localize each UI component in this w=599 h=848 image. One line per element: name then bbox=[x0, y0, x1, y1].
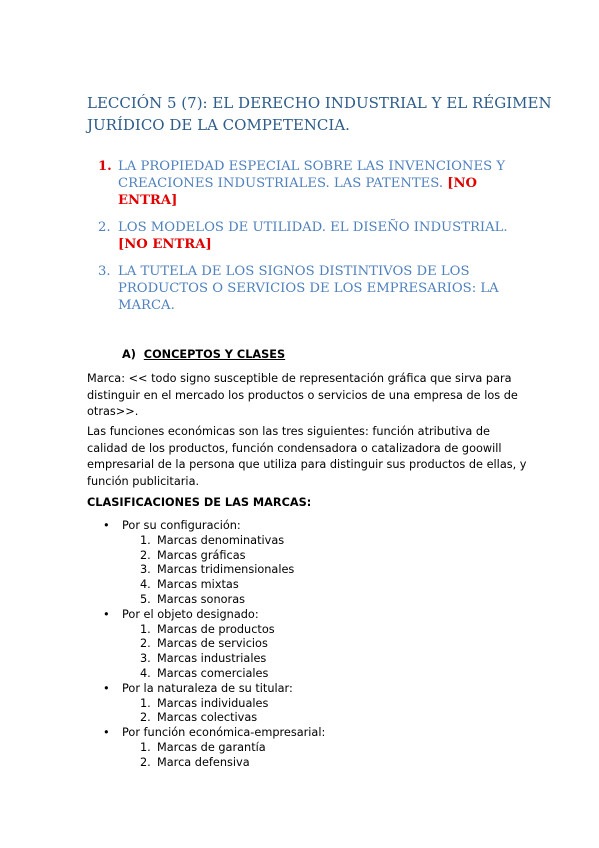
list-item: 3. Marcas tridimensionales bbox=[140, 563, 295, 577]
lesson-title: LECCIÓN 5 (7): EL DERECHO INDUSTRIAL Y EL RÉGIMEN JURÍDICO DE LA COMPETENCIA. bbox=[87, 94, 552, 134]
list-item: 2. Marcas de servicios bbox=[140, 637, 268, 651]
list-item: 2. Marcas gráficas bbox=[140, 548, 246, 562]
list-item: 1. Marcas de productos bbox=[140, 622, 275, 636]
section-a-label: A) bbox=[122, 348, 136, 361]
list-item: 1. Marcas denominativas bbox=[140, 533, 285, 547]
group-title bbox=[87, 519, 527, 534]
bullet: • bbox=[103, 681, 110, 695]
list-item: 5. Marcas sonoras bbox=[140, 592, 245, 606]
list-item: 1. Marcas de garantía bbox=[140, 740, 266, 754]
classification-group bbox=[87, 682, 527, 726]
classification-group bbox=[87, 726, 527, 770]
group-items bbox=[87, 741, 527, 771]
topic-number: 2. bbox=[98, 220, 111, 235]
topic-tag: [NO ENTRA] bbox=[118, 176, 478, 208]
section-a-heading bbox=[122, 347, 285, 363]
group-items bbox=[87, 697, 527, 727]
group-title-text: Por su configuración: bbox=[122, 519, 241, 532]
list-item: 1. Marcas individuales bbox=[140, 696, 269, 710]
topic-item bbox=[87, 263, 527, 314]
list-item: 2. Marca defensiva bbox=[140, 755, 250, 769]
classifications-heading: CLASIFICACIONES DE LAS MARCAS: bbox=[87, 496, 312, 509]
topic-number: 1. bbox=[98, 159, 112, 174]
topic-number: 3. bbox=[98, 264, 111, 279]
bullet: • bbox=[103, 519, 110, 532]
section-a-title: CONCEPTOS Y CLASES bbox=[143, 348, 286, 361]
list-item: 2. Marcas colectivas bbox=[140, 711, 258, 725]
group-title bbox=[87, 608, 527, 623]
bullet: • bbox=[103, 607, 110, 621]
classifications-list bbox=[87, 519, 527, 771]
classification-group bbox=[87, 519, 527, 608]
group-items bbox=[87, 623, 527, 682]
topic-tag: [NO ENTRA] bbox=[118, 237, 212, 252]
bullet: • bbox=[103, 726, 110, 740]
list-item: 4. Marcas mixtas bbox=[140, 578, 239, 592]
group-title-text: Por el objeto designado: bbox=[122, 607, 259, 621]
marca-definition: Marca: << todo signo susceptible de representación gráfica que sirva para distinguir en el mercado los productos o servicios de una empresa de los de otras>>. bbox=[87, 372, 518, 418]
topic-item bbox=[87, 158, 527, 209]
list-item: 4. Marcas comerciales bbox=[140, 666, 269, 680]
group-title bbox=[87, 726, 527, 741]
list-item: 3. Marcas industriales bbox=[140, 652, 267, 666]
topic-text: LA TUTELA DE LOS SIGNOS DISTINTIVOS DE LOS PRODUCTOS O SERVICIOS DE LOS EMPRESARIOS: LA MARCA. bbox=[118, 264, 499, 313]
group-title bbox=[87, 682, 527, 697]
group-title-text: Por la naturaleza de su titular: bbox=[122, 681, 293, 695]
topic-text: LA PROPIEDAD ESPECIAL SOBRE LAS INVENCIONES Y CREACIONES INDUSTRIALES. LAS PATENTES. bbox=[118, 159, 506, 191]
classification-group bbox=[87, 608, 527, 682]
topic-item bbox=[87, 219, 527, 253]
group-title-text: Por función económica-empresarial: bbox=[122, 726, 326, 740]
topics-list bbox=[87, 158, 527, 324]
functions-paragraph: Las funciones económicas son las tres siguientes: función atributiva de calidad de los productos, función condensadora o catalizadora de goowill empresarial de la persona que utiliza para distinguir sus productos de ellas, y función publicitaria. bbox=[87, 425, 527, 488]
group-items bbox=[87, 534, 527, 608]
topic-text: LOS MODELOS DE UTILIDAD. EL DISEÑO INDUSTRIAL. bbox=[118, 220, 508, 235]
